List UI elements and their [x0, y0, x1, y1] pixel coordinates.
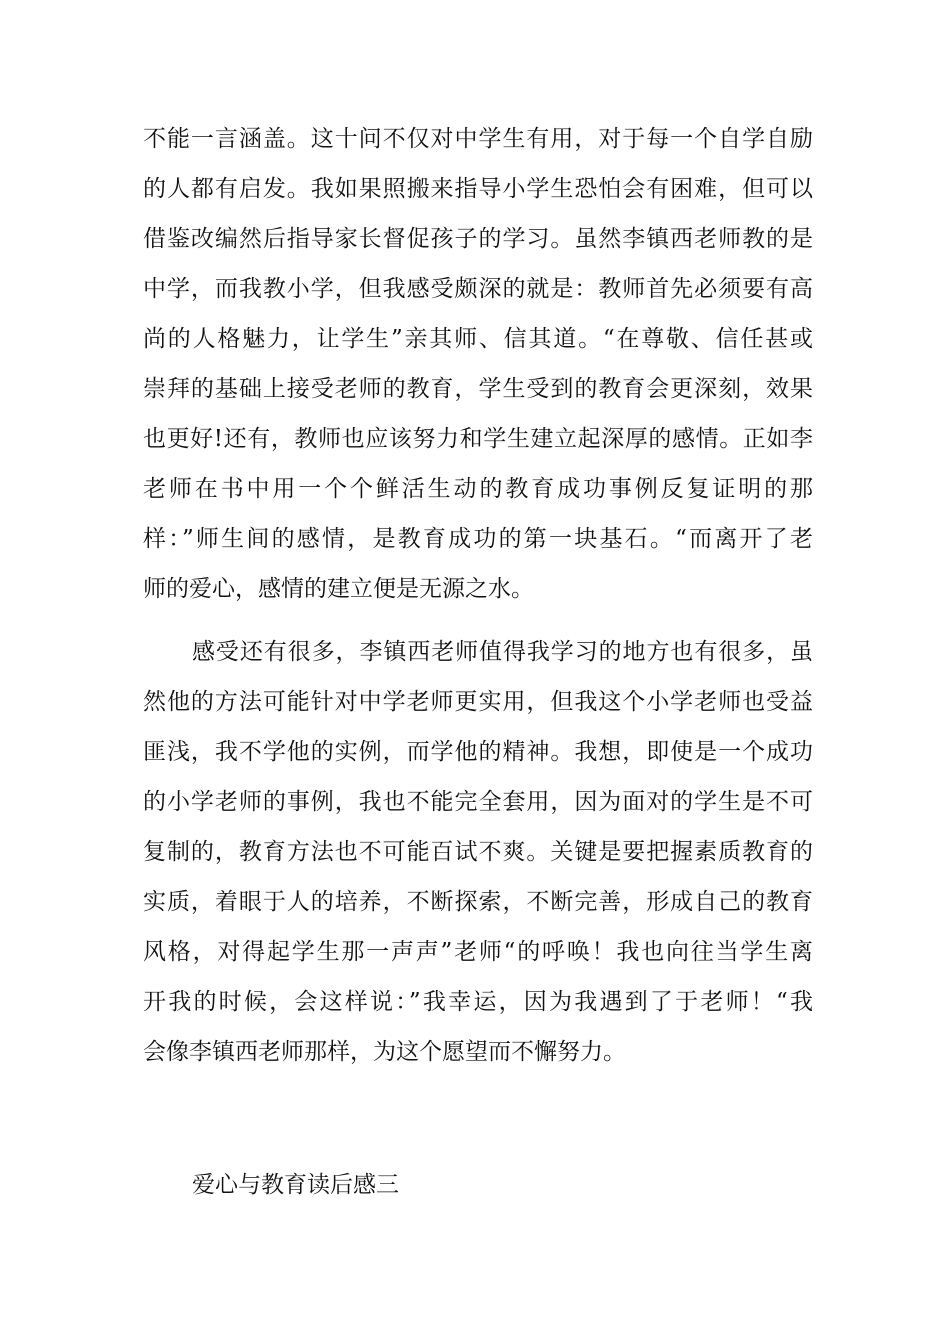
paragraph-line: 不能一言涵盖。这十问不仅对中学生有用，对于每一个自学自励 — [143, 126, 813, 152]
paragraph-line: 样：”师生间的感情，是教育成功的第一块基石。“而离开了老 — [143, 526, 813, 552]
paragraph-line: 的人都有启发。我如果照搬来指导小学生恐怕会有困难，但可以 — [143, 176, 813, 202]
paragraph-line: 中学，而我教小学，但我感受颇深的就是：教师首先必须要有高 — [143, 276, 813, 302]
paragraph-line: 师的爱心，感情的建立便是无源之水。 — [143, 576, 534, 602]
paragraph-line: 会像李镇西老师那样，为这个愿望而不懈努力。 — [143, 1039, 626, 1065]
section-heading: 爱心与教育读后感三 — [192, 1172, 399, 1198]
paragraph-line: 然他的方法可能针对中学老师更实用，但我这个小学老师也受益 — [143, 689, 813, 715]
paragraph-line: 实质，着眼于人的培养，不断探索，不断完善，形成自己的教育 — [143, 889, 813, 915]
paragraph-line: 风格，对得起学生那一声声”老师“的呼唤！我也向往当学生离 — [143, 939, 813, 965]
paragraph-line: 也更好!还有，教师也应该努力和学生建立起深厚的感情。正如李 — [143, 426, 813, 452]
paragraph-line: 开我的时候，会这样说：”我幸运，因为我遇到了于老师！“我 — [143, 989, 813, 1015]
paragraph-line: 崇拜的基础上接受老师的教育，学生受到的教育会更深刻，效果 — [143, 376, 813, 402]
paragraph-line: 感受还有很多，李镇西老师值得我学习的地方也有很多，虽 — [192, 639, 813, 665]
paragraph-line: 借鉴改编然后指导家长督促孩子的学习。虽然李镇西老师教的是 — [143, 226, 813, 252]
paragraph-line: 复制的，教育方法也不可能百试不爽。关键是要把握素质教育的 — [143, 839, 813, 865]
paragraph-line: 尚的人格魅力，让学生”亲其师、信其道。“在尊敬、信任甚或 — [143, 326, 813, 352]
paragraph-line: 的小学老师的事例，我也不能完全套用，因为面对的学生是不可 — [143, 789, 813, 815]
paragraph-line: 老师在书中用一个个鲜活生动的教育成功事例反复证明的那 — [143, 476, 813, 502]
paragraph-line: 匪浅，我不学他的实例，而学他的精神。我想，即使是一个成功 — [143, 739, 813, 765]
